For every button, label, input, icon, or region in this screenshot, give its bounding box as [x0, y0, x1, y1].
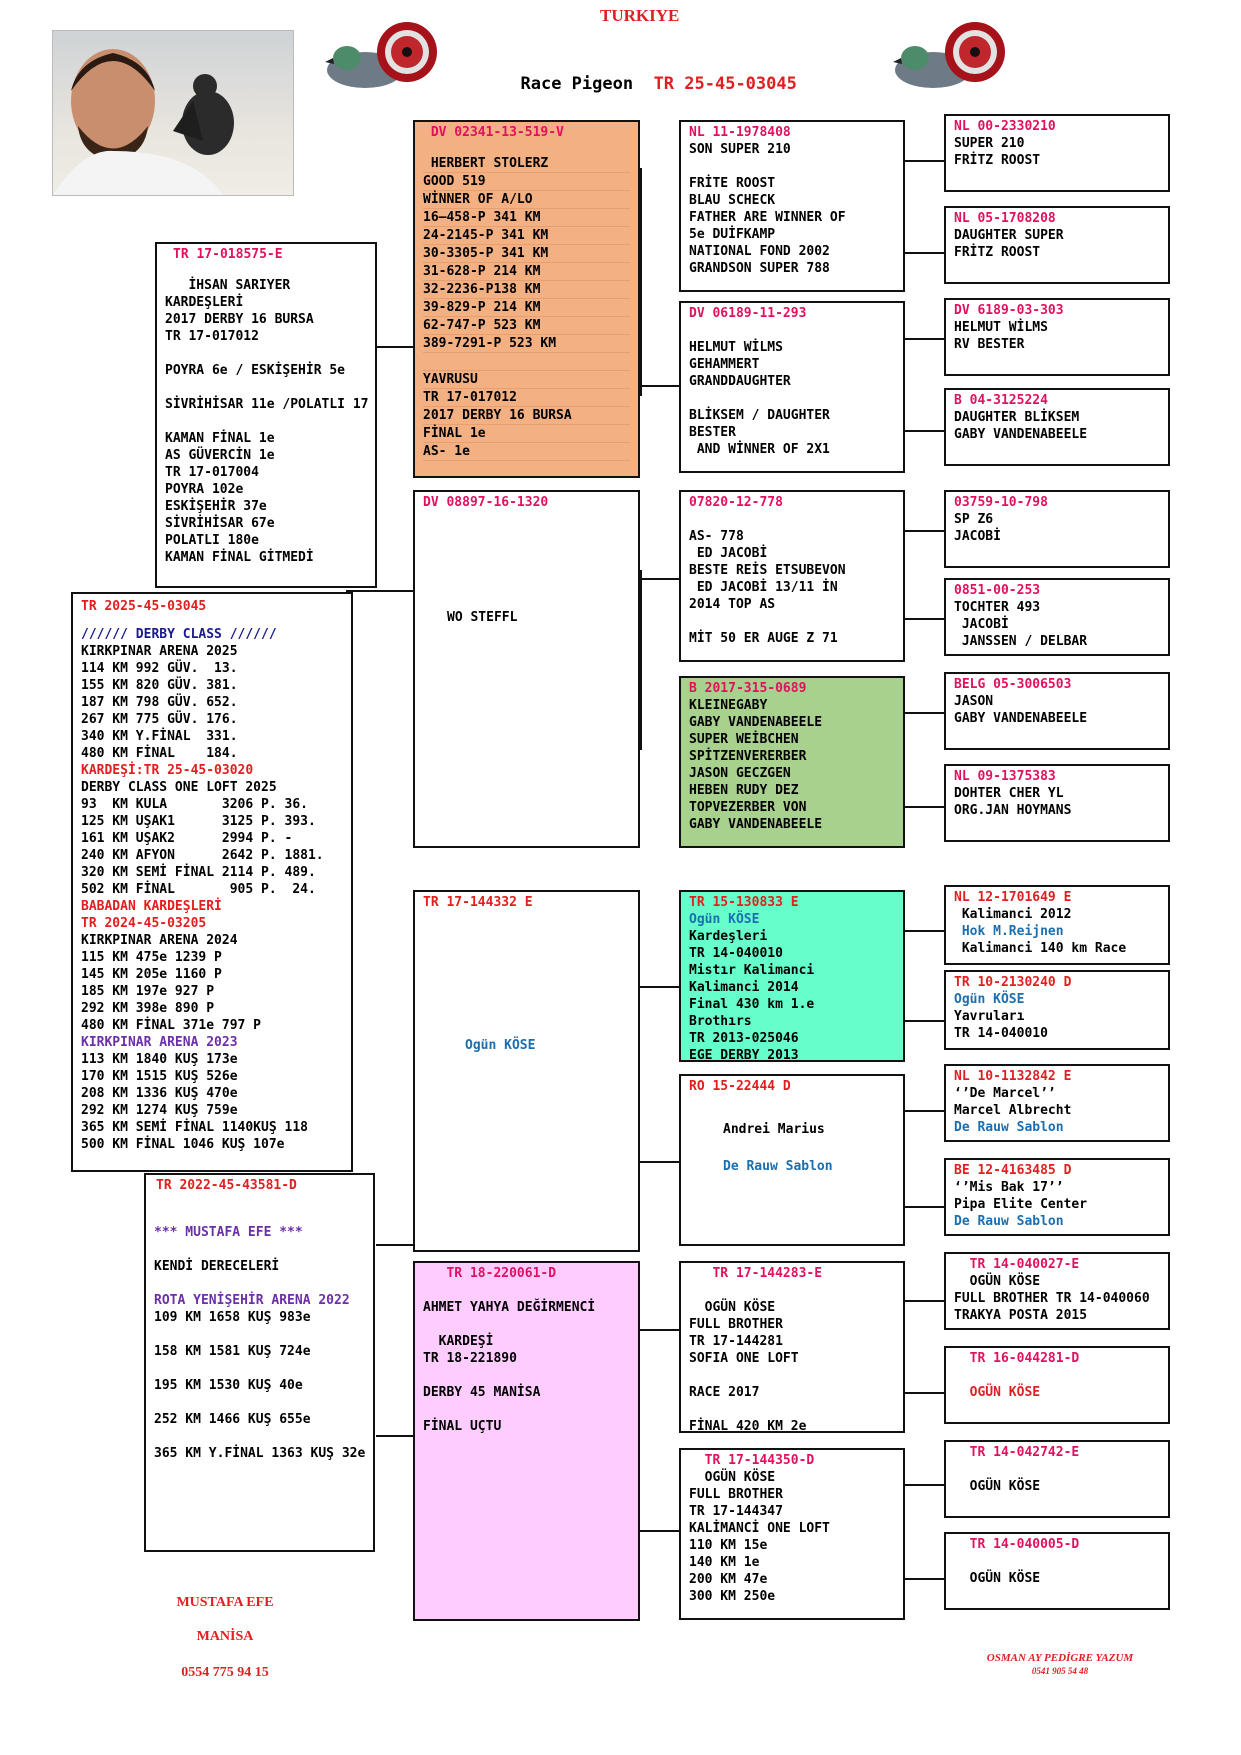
detail-line: FULL BROTHER [689, 1317, 783, 1332]
detail-line: 320 KM SEMİ FİNAL 2114 P. 489. [81, 865, 316, 880]
great-grandparent-line: OGÜN KÖSE [954, 1479, 1041, 1494]
detail-line: 187 KM 798 GÜV. 652. [81, 695, 238, 710]
connector [640, 1329, 680, 1331]
great-grandparent-ring: 0851-00-253 [954, 583, 1041, 598]
great-grandparent-box [944, 1346, 1170, 1424]
great-grandparent-line: FRİTZ ROOST [954, 245, 1041, 260]
great-grandparent-line [954, 1461, 1160, 1478]
half-sibling-results-2023 [81, 1051, 343, 1153]
detail-line: FİNAL UÇTU [423, 1419, 502, 1434]
great-grandparent-box [944, 1440, 1170, 1518]
great-grandparent-line: Yavruları [954, 1009, 1025, 1024]
detail-line [423, 1367, 630, 1384]
detail-line: SİVRİHİSAR 11e /POLATLI 17 [165, 397, 369, 412]
detail-line: POYRA 6e / ESKİŞEHİR 5e [165, 363, 346, 378]
g3-d-details [689, 697, 895, 833]
great-grandparent-box [944, 672, 1170, 750]
great-grandparent-box [944, 490, 1170, 568]
great-grandparent-line: Ogün KÖSE [954, 992, 1025, 1007]
detail-line: OGÜN KÖSE [689, 1470, 776, 1485]
detail-line [689, 1401, 895, 1418]
detail-line: MİT 50 ER AUGE Z 71 [689, 631, 838, 646]
detail-line: TR 18-221890 [423, 1351, 517, 1366]
g3-d-ring: B 2017-315-0689 [689, 681, 807, 696]
detail-line: 292 KM 1274 KUŞ 759e [81, 1103, 238, 1118]
detail-line: 16–458-P 341 KM [423, 209, 630, 227]
great-grandparent-line: Pipa Elite Center [954, 1197, 1088, 1212]
great-grandparent-line: De Rauw Sablon [954, 1120, 1064, 1135]
pigeon-eye-logo-right [893, 18, 1018, 93]
great-grandparent-ring: TR 16-044281-D [954, 1351, 1080, 1366]
owner-photo [52, 30, 294, 196]
g3-f-ring: RO 15-22444 D [689, 1079, 791, 1094]
great-grandparent-line: TRAKYA POSTA 2015 [954, 1308, 1088, 1323]
great-grandparent-box [944, 970, 1170, 1050]
title-ring: TR 25-45-03045 [653, 74, 797, 94]
detail-line: İHSAN SARIYER [165, 278, 291, 293]
detail-line: GABY VANDENABEELE [689, 715, 823, 730]
g3-a-box [679, 120, 905, 292]
great-grandparent-ring: TR 10-2130240 D [954, 975, 1072, 990]
g3-h-ring: TR 17-144350-D [689, 1453, 815, 1468]
g3-g-ring: TR 17-144283-E [689, 1266, 823, 1281]
sire-ring: TR 17-018575-E [173, 247, 283, 262]
detail-line: 5e DUİFKAMP [689, 227, 776, 242]
detail-line: KARDEŞLERİ [165, 295, 244, 310]
g3-b-ring: DV 06189-11-293 [689, 306, 807, 321]
g3-e-box [679, 890, 905, 1062]
g3-c-details [689, 511, 895, 647]
sire-sire-details [423, 155, 630, 461]
detail-line: OGÜN KÖSE [689, 1300, 776, 1315]
detail-line: BESTE REİS ETSUBEVON [689, 563, 846, 578]
detail-line: SUPER WEİBCHEN [689, 732, 799, 747]
great-grandparent-ring: NL 10-1132842 E [954, 1069, 1072, 1084]
detail-line: 208 KM 1336 KUŞ 470e [81, 1086, 238, 1101]
detail-line: FATHER ARE WINNER OF [689, 210, 846, 225]
great-grandparent-box [944, 388, 1170, 466]
sibling-results [81, 779, 343, 898]
connector [905, 1392, 945, 1394]
footer-phone: 0554 775 94 15 [181, 1665, 269, 1680]
detail-line: GRANDSON SUPER 788 [689, 261, 830, 276]
detail-line: TR 17-144281 [689, 1334, 783, 1349]
detail-line: 109 KM 1658 KUŞ 983e [154, 1310, 311, 1325]
detail-line: DERBY 45 MANİSA [423, 1385, 541, 1400]
detail-line: 389-7291-P 523 KM [423, 335, 630, 353]
great-grandparent-box [944, 1252, 1170, 1330]
connector [905, 1578, 945, 1580]
great-grandparent-line: OGÜN KÖSE [954, 1385, 1041, 1400]
detail-line: 292 KM 398e 890 P [81, 1001, 215, 1016]
great-grandparent-box [944, 1064, 1170, 1142]
half-sibling-heading: BABADAN KARDEŞLERİ [81, 899, 222, 914]
g3-b-details [689, 322, 895, 458]
great-grandparent-box [944, 114, 1170, 192]
great-grandparent-box [944, 298, 1170, 376]
great-grandparent-ring: NL 05-1708208 [954, 211, 1056, 226]
great-grandparent-line: JACOBİ [954, 617, 1009, 632]
great-grandparent-line: GABY VANDENABEELE [954, 427, 1088, 442]
credit-name: OSMAN AY PEDİGRE YAZUM [986, 1652, 1134, 1664]
g3-f-loft: De Rauw Sablon [723, 1159, 833, 1174]
detail-line: JASON GECZGEN [689, 766, 791, 781]
great-grandparent-line: SP Z6 [954, 512, 994, 527]
detail-line: 155 KM 820 GÜV. 381. [81, 678, 238, 693]
connector [905, 1020, 945, 1022]
connector [905, 618, 945, 620]
detail-line: SOFIA ONE LOFT [689, 1351, 799, 1366]
connector [905, 160, 945, 162]
g3-g-details [689, 1282, 895, 1433]
connector [640, 570, 642, 750]
dam-sire-name: Ogün KÖSE [465, 1038, 536, 1053]
half-sibling-results-2024 [81, 932, 343, 1034]
detail-line: Kardeşleri [689, 929, 768, 944]
detail-line: POLATLI 180e [165, 533, 259, 548]
detail-line: 500 KM FİNAL 1046 KUŞ 107e [81, 1137, 285, 1152]
detail-line: KLEINEGABY [689, 698, 768, 713]
country-title: TURKIYE [600, 6, 680, 25]
footer-owner: MUSTAFA EFE [176, 1595, 274, 1610]
great-grandparent-box [944, 885, 1170, 965]
g3-h-details [689, 1469, 895, 1605]
great-grandparent-line: JASON [954, 694, 994, 709]
g3-a-details [689, 141, 895, 277]
g3-g-box [679, 1261, 905, 1433]
detail-line: FİNAL 1e [423, 425, 630, 443]
detail-line [423, 353, 630, 371]
detail-line: EGE DERBY 2013 [689, 1048, 799, 1062]
detail-line: GABY VANDENABEELE [689, 817, 823, 832]
detail-line: ESKİŞEHİR 37e [165, 499, 267, 514]
great-grandparent-box [944, 764, 1170, 842]
detail-line: HERBERT STOLERZ [423, 155, 630, 173]
great-grandparent-line: Hok M.Reijnen [954, 924, 1064, 939]
g3-f-box [679, 1074, 905, 1246]
connector [640, 168, 642, 396]
detail-line: KAMAN FİNAL 1e [165, 431, 275, 446]
g3-c-ring: 07820-12-778 [689, 495, 783, 510]
detail-line [423, 1401, 630, 1418]
detail-line: 31-628-P 214 KM [423, 263, 630, 281]
detail-line: DERBY CLASS ONE LOFT 2025 [81, 780, 277, 795]
detail-line: BLİKSEM / DAUGHTER [689, 408, 830, 423]
detail-line: 340 KM Y.FİNAL 331. [81, 729, 238, 744]
great-grandparent-box [944, 1158, 1170, 1236]
connector [905, 1484, 945, 1486]
detail-line: 110 KM 15e [689, 1538, 768, 1553]
great-grandparent-ring: BELG 05-3006503 [954, 677, 1072, 692]
detail-line: HELMUT WİLMS [689, 340, 783, 355]
detail-line: 114 KM 992 GÜV. 13. [81, 661, 238, 676]
main-pigeon-box [71, 592, 353, 1172]
great-grandparent-line: Kalimanci 2012 [954, 907, 1072, 922]
great-grandparent-line: RV BESTER [954, 337, 1025, 352]
detail-line: 30-3305-P 341 KM [423, 245, 630, 263]
dam-own-heading: KENDİ DERECELERİ [154, 1259, 280, 1274]
great-grandparent-line: JANSSEN / DELBAR [954, 634, 1088, 649]
detail-line: 267 KM 775 GÜV. 176. [81, 712, 238, 727]
half-sibling-ring: TR 2024-45-03205 [81, 916, 207, 931]
detail-line: 480 KM FİNAL 184. [81, 746, 238, 761]
great-grandparent-ring: NL 12-1701649 E [954, 890, 1072, 905]
great-grandparent-line [954, 1367, 1160, 1384]
great-grandparent-ring: TR 14-040005-D [954, 1537, 1080, 1552]
detail-line: SON SUPER 210 [689, 142, 791, 157]
detail-line: 185 KM 197e 927 P [81, 984, 215, 999]
detail-line: BLAU SCHECK [689, 193, 776, 208]
dam-dam-details [423, 1299, 630, 1435]
connector [905, 712, 945, 714]
detail-line: BESTER [689, 425, 736, 440]
detail-line [689, 1282, 895, 1299]
great-grandparent-box [944, 578, 1170, 656]
detail-line: TR 17-144347 [689, 1504, 783, 1519]
pigeon-eye-logo-left [325, 18, 450, 93]
great-grandparent-line: GABY VANDENABEELE [954, 711, 1088, 726]
great-grandparent-line: HELMUT WİLMS [954, 320, 1048, 335]
detail-line: TR 17-017012 [165, 329, 259, 344]
connector [905, 930, 945, 932]
main-results-2025 [81, 643, 343, 762]
great-grandparent-line: TOCHTER 493 [954, 600, 1041, 615]
detail-line: 365 KM Y.FİNAL 1363 KUŞ 32e [154, 1446, 366, 1461]
great-grandparent-line: ‘’Mis Bak 17’’ [954, 1180, 1064, 1195]
detail-line: Final 430 km 1.e [689, 997, 815, 1012]
detail-line: TR 17-017012 [423, 389, 630, 407]
credit-phone: 0541 905 54 48 [1031, 1666, 1089, 1676]
g3-e-ring: TR 15-130833 E [689, 895, 799, 910]
connector [905, 1110, 945, 1112]
detail-line: TR 2013-025046 [689, 1031, 799, 1046]
detail-line [423, 1316, 630, 1333]
sire-dam-ring: DV 08897-16-1320 [423, 495, 549, 510]
connector [640, 1530, 680, 1532]
great-grandparent-line: ORG.JAN HOYMANS [954, 803, 1072, 818]
connector [640, 578, 680, 580]
great-grandparent-ring: BE 12-4163485 D [954, 1163, 1072, 1178]
great-grandparent-line: Marcel Albrecht [954, 1103, 1072, 1118]
detail-line: GOOD 519 [423, 173, 630, 191]
detail-line: 145 KM 205e 1160 P [81, 967, 222, 982]
detail-line: AS- 1e [423, 443, 630, 461]
detail-line [689, 1367, 895, 1384]
detail-line: 240 KM AFYON 2642 P. 1881. [81, 848, 324, 863]
detail-line: 161 KM UŞAK2 2994 P. - [81, 831, 293, 846]
detail-line [165, 413, 367, 430]
detail-line: 125 KM UŞAK1 3125 P. 393. [81, 814, 316, 829]
sire-dam-box [413, 490, 640, 848]
detail-line: SPİTZENVERERBER [689, 749, 807, 764]
detail-line: 93 KM KULA 3206 P. 36. [81, 797, 308, 812]
detail-line [165, 345, 367, 362]
great-grandparent-line [954, 1553, 1160, 1570]
detail-line: KALİMANCİ ONE LOFT [689, 1521, 830, 1536]
detail-line: 480 KM FİNAL 371e 797 P [81, 1018, 262, 1033]
dam-name: *** MUSTAFA EFE *** [154, 1225, 303, 1240]
great-grandparent-ring: 03759-10-798 [954, 495, 1048, 510]
connector [905, 1206, 945, 1208]
g3-e-details [689, 928, 895, 1062]
detail-line: 39-829-P 214 KM [423, 299, 630, 317]
sibling-heading: KARDEŞİ:TR 25-45-03020 [81, 763, 254, 778]
great-grandparent-line: OGÜN KÖSE [954, 1274, 1041, 1289]
detail-line: 32-2236-P138 KM [423, 281, 630, 299]
great-grandparent-line: SUPER 210 [954, 136, 1025, 151]
detail-line: 2014 TOP AS [689, 597, 776, 612]
detail-line [689, 511, 895, 528]
detail-line: 195 KM 1530 KUŞ 40e [154, 1378, 303, 1393]
connector [905, 806, 945, 808]
detail-line: Brothırs [689, 1014, 752, 1029]
detail-line: 170 KM 1515 KUŞ 526e [81, 1069, 238, 1084]
great-grandparent-line: ‘’De Marcel’’ [954, 1086, 1056, 1101]
detail-line: KARDEŞİ [423, 1334, 494, 1349]
detail-line: FRİTE ROOST [689, 176, 776, 191]
detail-line: 365 KM SEMİ FİNAL 1140KUŞ 118 [81, 1120, 308, 1135]
connector [640, 986, 680, 988]
g3-a-ring: NL 11-1978408 [689, 125, 791, 140]
great-grandparent-line: JACOBİ [954, 529, 1001, 544]
page-title [500, 54, 797, 94]
detail-line: 2017 DERBY 16 BURSA [165, 312, 314, 327]
detail-line: YAVRUSU [423, 371, 630, 389]
connector [905, 338, 945, 340]
great-grandparent-line: Kalimanci 140 km Race [954, 941, 1127, 956]
detail-line: ED JACOBİ [689, 546, 768, 561]
connector [376, 1244, 414, 1246]
detail-line: AHMET YAHYA DEĞİRMENCİ [423, 1300, 596, 1315]
great-grandparent-line: TR 14-040010 [954, 1026, 1048, 1041]
detail-line: KIRKPINAR ARENA 2025 [81, 644, 238, 659]
g3-h-box [679, 1448, 905, 1620]
great-grandparent-ring: TR 14-040027-E [954, 1257, 1080, 1272]
detail-line: KIRKPINAR ARENA 2024 [81, 933, 238, 948]
great-grandparent-line: DAUGHTER SUPER [954, 228, 1064, 243]
sire-details [165, 277, 367, 566]
detail-line: FİNAL 420 KM 2e [689, 1419, 807, 1433]
g3-c-box [679, 490, 905, 662]
derby-class-line: ////// DERBY CLASS ////// [81, 627, 277, 642]
dam-ring: TR 2022-45-43581-D [156, 1178, 297, 1193]
detail-line: FULL BROTHER [689, 1487, 783, 1502]
g3-f-name: Andrei Marius [723, 1122, 825, 1137]
detail-line: KAMAN FİNAL GİTMEDİ [165, 550, 314, 565]
great-grandparent-line: OGÜN KÖSE [954, 1571, 1041, 1586]
connector [376, 1435, 414, 1437]
connector [905, 252, 945, 254]
connector [905, 430, 945, 432]
detail-line: RACE 2017 [689, 1385, 760, 1400]
detail-line: TOPVEZERBER VON [689, 800, 807, 815]
dam-dam-box [413, 1261, 640, 1621]
detail-line: 200 KM 47e [689, 1572, 768, 1587]
owner-with-pigeon-image [53, 31, 293, 195]
detail-line: 502 KM FİNAL 905 P. 24. [81, 882, 316, 897]
detail-line: SİVRİHİSAR 67e [165, 516, 275, 531]
great-grandparent-line: FULL BROTHER TR 14-040060 [954, 1291, 1150, 1306]
detail-line: 158 KM 1581 KUŞ 724e [154, 1344, 311, 1359]
connector [640, 1161, 680, 1163]
detail-line: HEBEN RUDY DEZ [689, 783, 799, 798]
sire-dam-name: WO STEFFL [447, 610, 518, 625]
detail-line: Mistır Kalimanci [689, 963, 815, 978]
dam-results [154, 1309, 365, 1479]
detail-line: 24-2145-P 341 KM [423, 227, 630, 245]
dam-sire-ring: TR 17-144332 E [423, 895, 533, 910]
detail-line: 252 KM 1466 KUŞ 655e [154, 1412, 311, 1427]
dam-dam-ring: TR 18-220061-D [423, 1266, 557, 1281]
detail-line: POYRA 102e [165, 482, 244, 497]
great-grandparent-box [944, 1532, 1170, 1610]
great-grandparent-box [944, 206, 1170, 284]
title-prefix: Race Pigeon [520, 74, 634, 94]
sire-box [155, 242, 377, 588]
detail-line: 2017 DERBY 16 BURSA [423, 407, 630, 425]
dam-box [144, 1173, 375, 1552]
sire-sire-ring: DV 02341-13-519-V [423, 125, 564, 140]
detail-line: 140 KM 1e [689, 1555, 760, 1570]
g3-e-name: Ogün KÖSE [689, 912, 760, 927]
detail-line: 115 KM 475e 1239 P [81, 950, 222, 965]
detail-line: GRANDDAUGHTER [689, 374, 791, 389]
great-grandparent-ring: NL 09-1375383 [954, 769, 1056, 784]
great-grandparent-line: DOHTER CHER YL [954, 786, 1064, 801]
detail-line: 300 KM 250e [689, 1589, 776, 1604]
detail-line: ED JACOBİ 13/11 İN [689, 580, 838, 595]
great-grandparent-line: FRİTZ ROOST [954, 153, 1041, 168]
detail-line: GEHAMMERT [689, 357, 760, 372]
detail-line [689, 158, 895, 175]
detail-line: TR 17-017004 [165, 465, 259, 480]
detail-line [689, 390, 895, 407]
detail-line: 62-747-P 523 KM [423, 317, 630, 335]
dam-arena: ROTA YENİŞEHİR ARENA 2022 [154, 1293, 350, 1308]
great-grandparent-line: De Rauw Sablon [954, 1214, 1064, 1229]
main-ring: TR 2025-45-03045 [81, 599, 207, 614]
g3-d-box [679, 676, 905, 848]
great-grandparent-line: DAUGHTER BLİKSEM [954, 410, 1080, 425]
detail-line: AND WİNNER OF 2X1 [689, 442, 830, 457]
g3-b-box [679, 301, 905, 473]
footer-city: MANİSA [196, 1629, 254, 1644]
connector [346, 590, 414, 592]
connector [640, 385, 680, 387]
detail-line [165, 379, 367, 396]
detail-line: AS GÜVERCİN 1e [165, 448, 275, 463]
dam-sire-box [413, 890, 640, 1252]
arena-2023-heading: KIRKPINAR ARENA 2023 [81, 1035, 238, 1050]
detail-line: AS- 778 [689, 529, 744, 544]
connector [905, 1300, 945, 1302]
detail-line: TR 14-040010 [689, 946, 783, 961]
great-grandparent-ring: B 04-3125224 [954, 393, 1048, 408]
detail-line: 113 KM 1840 KUŞ 173e [81, 1052, 238, 1067]
detail-line [689, 613, 895, 630]
great-grandparent-ring: NL 00-2330210 [954, 119, 1056, 134]
sire-sire-box [413, 120, 640, 478]
detail-line [689, 322, 895, 339]
connector [905, 530, 945, 532]
detail-line: WİNNER OF A/LO [423, 191, 630, 209]
detail-line: NATIONAL FOND 2002 [689, 244, 830, 259]
detail-line: Kalimanci 2014 [689, 980, 799, 995]
great-grandparent-ring: TR 14-042742-E [954, 1445, 1080, 1460]
great-grandparent-ring: DV 6189-03-303 [954, 303, 1064, 318]
